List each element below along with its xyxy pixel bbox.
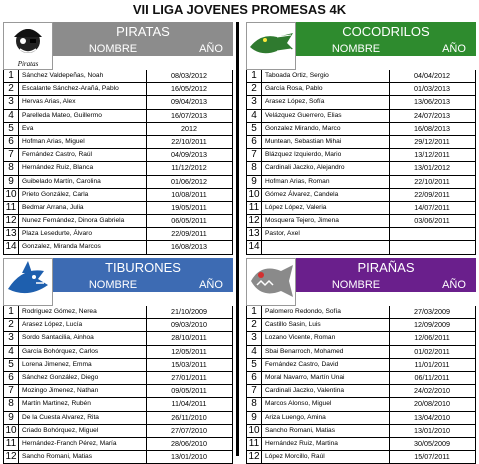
- player-name: Gonzalez, Miranda Marcos: [22, 243, 101, 251]
- player-name: Escalante Sánchez-Arañá, Pablo: [22, 85, 119, 93]
- row-number: 11: [247, 438, 262, 450]
- table-row: [247, 332, 475, 345]
- row-number: 12: [247, 215, 262, 227]
- table-row: [247, 425, 475, 438]
- table-row: [247, 451, 475, 464]
- row-number: 8: [247, 162, 262, 174]
- row-number: 5: [247, 359, 262, 371]
- table-row: [4, 438, 232, 451]
- table-row: [4, 385, 232, 398]
- row-number: 10: [247, 189, 262, 201]
- player-name: Gonzalez Mirando, Marco: [265, 124, 341, 132]
- table-row: [4, 96, 232, 109]
- col-name-header: NOMBRE: [331, 279, 381, 291]
- row-number: 9: [4, 176, 19, 188]
- team-name: TIBURONES: [105, 260, 181, 275]
- table-row: [4, 306, 232, 319]
- row-number: 8: [4, 162, 19, 174]
- row-number: 14: [4, 241, 19, 253]
- svg-text:Piratas: Piratas: [17, 60, 39, 68]
- table-row: [4, 189, 232, 202]
- player-name: Sordo Santacilia, Ainhoa: [22, 334, 94, 342]
- table-row: [247, 372, 475, 385]
- player-name: Sbai Benarroch, Mohamed: [265, 347, 344, 355]
- table-row: [247, 359, 475, 372]
- table-row: [4, 149, 232, 162]
- player-name: Velázquez Guerrero, Elias: [265, 111, 342, 119]
- row-number: 6: [247, 372, 262, 384]
- player-name: Hofman Arias, Miguel: [22, 137, 85, 145]
- table-row: [4, 176, 232, 189]
- table-row: [4, 228, 232, 241]
- row-number: 2: [247, 83, 262, 95]
- player-name: López López, Valeria: [265, 203, 327, 211]
- player-name: Gómez Álvarez, Candela: [265, 190, 339, 198]
- row-number: 11: [4, 202, 19, 214]
- birth-date: [389, 228, 474, 240]
- table-row: [247, 176, 475, 189]
- player-name: Arasez López, Lucía: [22, 321, 83, 329]
- birth-date: 16/08/2013: [146, 241, 231, 253]
- player-name: De la Cuesta Alvarez, Rita: [22, 413, 99, 421]
- birth-date: 12/09/2009: [389, 319, 474, 331]
- table-row: [247, 215, 475, 228]
- table-row: [4, 425, 232, 438]
- row-number: 10: [247, 425, 262, 437]
- player-name: Hernández-Franch Pérez, María: [22, 439, 117, 447]
- player-name: Eva: [22, 124, 34, 132]
- row-number: 3: [247, 332, 262, 344]
- row-number: 4: [247, 346, 262, 358]
- player-name: Arasez López, Sofía: [265, 98, 325, 106]
- player-name: Fernández Castro, David: [265, 360, 339, 368]
- team-header-band: [53, 22, 233, 56]
- roster-tiburones: [3, 306, 233, 464]
- row-number: 12: [4, 451, 19, 463]
- table-row: [247, 189, 475, 202]
- row-number: 1: [247, 70, 262, 82]
- team-header-band: [296, 258, 476, 292]
- player-name: Sancho Romani, Matias: [22, 453, 93, 461]
- roster-cocodrilos: [246, 70, 476, 255]
- team-header-band: [296, 22, 476, 56]
- row-number: 8: [4, 398, 19, 410]
- table-row: [247, 110, 475, 123]
- birth-date: 11/04/2011: [146, 398, 231, 410]
- birth-date: 2012: [146, 123, 231, 135]
- table-row: [4, 372, 232, 385]
- col-year-header: AÑO: [442, 279, 466, 291]
- birth-date: 24/07/2013: [389, 110, 474, 122]
- birth-date: 14/07/2011: [389, 202, 474, 214]
- table-row: [4, 451, 232, 464]
- player-name: Nunez Fernández, Dinora Gabriela: [22, 217, 125, 225]
- birth-date: 04/04/2012: [389, 70, 474, 82]
- col-name-header: NOMBRE: [88, 279, 138, 291]
- table-row: [4, 319, 232, 332]
- table-row: [4, 202, 232, 215]
- row-number: 1: [247, 306, 262, 318]
- table-row: [4, 110, 232, 123]
- roster-piratas: [3, 70, 233, 255]
- player-name: Moral Navarro, Martín Unai: [265, 373, 345, 381]
- player-name: Sancho Romani, Matias: [265, 426, 336, 434]
- birth-date: 28/06/2010: [146, 438, 231, 450]
- birth-date: 24/02/2010: [389, 385, 474, 397]
- table-row: [4, 215, 232, 228]
- player-name: Pastor, Axel: [265, 230, 300, 238]
- player-name: García Bohórquez, Carlos: [22, 347, 99, 355]
- player-name: López Morcillo, Raúl: [265, 453, 325, 461]
- player-name: Bedmar Arrana, Julia: [22, 203, 84, 211]
- table-row: [4, 359, 232, 372]
- row-number: 8: [247, 398, 262, 410]
- birth-date: 04/09/2013: [146, 149, 231, 161]
- player-name: Lozano Vicente, Roman: [265, 334, 336, 342]
- birth-date: 19/05/2011: [146, 202, 231, 214]
- table-row: [247, 136, 475, 149]
- row-number: 12: [247, 451, 262, 463]
- birth-date: 15/03/2011: [146, 359, 231, 371]
- table-row: [247, 306, 475, 319]
- row-number: 5: [4, 359, 19, 371]
- row-number: 6: [4, 136, 19, 148]
- birth-date: 26/11/2010: [146, 412, 231, 424]
- birth-date: 16/08/2013: [389, 123, 474, 135]
- table-row: [4, 83, 232, 96]
- row-number: 5: [4, 123, 19, 135]
- row-number: 11: [247, 202, 262, 214]
- birth-date: 09/05/2011: [146, 385, 231, 397]
- table-row: [247, 412, 475, 425]
- crocodile-logo-icon: [246, 22, 296, 70]
- row-number: 10: [4, 425, 19, 437]
- row-number: 13: [247, 228, 262, 240]
- table-row: [247, 149, 475, 162]
- table-row: [247, 162, 475, 175]
- row-number: 10: [4, 189, 19, 201]
- table-row: [247, 346, 475, 359]
- row-number: 11: [4, 438, 19, 450]
- table-row: [247, 319, 475, 332]
- row-number: 13: [4, 228, 19, 240]
- player-name: Mozingo Jimenez, Nathan: [22, 387, 99, 395]
- player-name: Fernández Castro, Raúl: [22, 151, 93, 159]
- row-number: 2: [247, 319, 262, 331]
- birth-date: 13/06/2013: [389, 96, 474, 108]
- player-name: Blázquez Izquierdo, Mario: [265, 151, 342, 159]
- table-row: [247, 398, 475, 411]
- row-number: 7: [247, 149, 262, 161]
- row-number: 7: [4, 385, 19, 397]
- birth-date: 01/02/2011: [389, 346, 474, 358]
- table-row: [4, 70, 232, 83]
- birth-date: 03/06/2011: [389, 215, 474, 227]
- birth-date: 06/05/2011: [146, 215, 231, 227]
- birth-date: 16/05/2012: [146, 83, 231, 95]
- team-block-tiburones: [3, 258, 233, 463]
- birth-date: 13/01/2012: [389, 162, 474, 174]
- birth-date: 27/03/2009: [389, 306, 474, 318]
- birth-date: 12/06/2011: [389, 332, 474, 344]
- table-row: [4, 332, 232, 345]
- player-name: Sánchez Valdepeñas, Noah: [22, 72, 104, 79]
- player-name: [265, 241, 387, 253]
- row-number: 6: [4, 372, 19, 384]
- table-row: [4, 412, 232, 425]
- player-name: Muntean, Sebastian Mihai: [265, 137, 342, 145]
- player-name: Hervas Arias, Alex: [22, 98, 76, 106]
- table-row: [4, 162, 232, 175]
- birth-date: 21/10/2009: [146, 306, 231, 318]
- table-row: [247, 202, 475, 215]
- birth-date: 13/01/2010: [146, 451, 231, 463]
- row-number: 4: [247, 110, 262, 122]
- col-name-header: NOMBRE: [88, 43, 138, 55]
- player-name: Hofman Arias, Roman: [265, 177, 330, 185]
- col-year-header: AÑO: [199, 279, 223, 291]
- table-row: [247, 438, 475, 451]
- birth-date: 15/07/2011: [389, 451, 474, 463]
- birth-date: 11/12/2012: [146, 162, 231, 174]
- birth-date: [389, 241, 474, 253]
- row-number: 9: [247, 176, 262, 188]
- player-name: Criado Bohórquez, Miguel: [22, 426, 99, 434]
- table-row: [4, 346, 232, 359]
- roster-piranas: [246, 306, 476, 464]
- birth-date: 13/12/2011: [389, 149, 474, 161]
- birth-date: 20/08/2010: [389, 398, 474, 410]
- birth-date: 22/10/2011: [389, 176, 474, 188]
- player-name: Martín Martinez, Rubén: [22, 400, 91, 408]
- table-row: [4, 241, 232, 254]
- birth-date: 10/08/2011: [146, 189, 231, 201]
- team-block-piratas: [3, 22, 233, 253]
- row-number: 5: [247, 123, 262, 135]
- player-name: Guibelado Martín, Carolina: [22, 177, 101, 185]
- row-number: 2: [4, 319, 19, 331]
- piranha-logo-icon: [246, 258, 296, 306]
- row-number: 3: [4, 96, 19, 108]
- pirate-logo-icon: [3, 22, 53, 70]
- row-number: 1: [4, 306, 19, 318]
- birth-date: 12/05/2011: [146, 346, 231, 358]
- table-row: [247, 96, 475, 109]
- row-number: 9: [247, 412, 262, 424]
- birth-date: 27/07/2010: [146, 425, 231, 437]
- player-name: Taboada Ortiz, Sergio: [265, 72, 329, 79]
- player-name: Cardinali Jaczko, Alejandro: [265, 164, 345, 172]
- player-name: Marcos Alonso, Miguel: [265, 400, 332, 408]
- birth-date: 27/01/2011: [146, 372, 231, 384]
- birth-date: 22/09/2011: [389, 189, 474, 201]
- player-name: Rodriguez Gómez, Nerea: [22, 308, 97, 315]
- table-row: [247, 241, 475, 254]
- player-name: Cardinali Jaczko, Valentina: [265, 387, 345, 395]
- row-number: 2: [4, 83, 19, 95]
- birth-date: 01/03/2013: [389, 83, 474, 95]
- player-name: Hernández Ruiz, Blanca: [22, 164, 94, 172]
- player-name: Plaza Lesedurte, Álvaro: [22, 230, 93, 238]
- table-row: [4, 136, 232, 149]
- birth-date: 22/10/2011: [146, 136, 231, 148]
- birth-date: 09/04/2013: [146, 96, 231, 108]
- team-name: PIRATAS: [116, 24, 170, 39]
- row-number: 9: [4, 412, 19, 424]
- birth-date: 09/03/2010: [146, 319, 231, 331]
- row-number: 3: [4, 332, 19, 344]
- table-row: [247, 228, 475, 241]
- birth-date: 06/11/2011: [389, 372, 474, 384]
- table-row: [247, 70, 475, 83]
- table-row: [247, 385, 475, 398]
- shark-logo-icon: [3, 258, 53, 306]
- birth-date: 01/06/2012: [146, 176, 231, 188]
- birth-date: 22/09/2011: [146, 228, 231, 240]
- team-block-cocodrilos: [246, 22, 476, 253]
- team-block-piranas: [246, 258, 476, 463]
- player-name: Prieto González, Carla: [22, 190, 89, 198]
- row-number: 6: [247, 136, 262, 148]
- team-header-band: [53, 258, 233, 292]
- row-number: 7: [4, 149, 19, 161]
- player-name: Hernández Ruiz, Martina: [265, 439, 338, 447]
- player-name: Parelleda Mateo, Guillermo: [22, 111, 102, 119]
- birth-date: 29/12/2011: [389, 136, 474, 148]
- player-name: Castillo Sasin, Luis: [265, 321, 321, 329]
- table-row: [247, 83, 475, 96]
- row-number: 14: [247, 241, 262, 253]
- player-name: Mosquera Tejero, Jimena: [265, 217, 339, 225]
- page-title: VII LIGA JOVENES PROMESAS 4K: [132, 2, 347, 17]
- player-name: Sánchez González, Diego: [22, 373, 99, 381]
- birth-date: 13/04/2010: [389, 412, 474, 424]
- birth-date: 13/01/2010: [389, 425, 474, 437]
- col-year-header: AÑO: [199, 43, 223, 55]
- player-name: García Rosa, Pablo: [265, 85, 323, 93]
- center-divider: [236, 22, 239, 456]
- row-number: 3: [247, 96, 262, 108]
- birth-date: 30/05/2009: [389, 438, 474, 450]
- table-row: [4, 398, 232, 411]
- row-number: 4: [4, 110, 19, 122]
- row-number: 12: [4, 215, 19, 227]
- row-number: 7: [247, 385, 262, 397]
- table-row: [247, 123, 475, 136]
- birth-date: 28/10/2011: [146, 332, 231, 344]
- team-name: COCODRILOS: [342, 24, 430, 39]
- col-year-header: AÑO: [442, 43, 466, 55]
- row-number: 4: [4, 346, 19, 358]
- player-name: Ariza Luengo, Amina: [265, 413, 326, 421]
- birth-date: 16/07/2013: [146, 110, 231, 122]
- birth-date: 08/03/2012: [146, 70, 231, 82]
- row-number: 1: [4, 70, 19, 82]
- team-name: PIRAÑAS: [357, 260, 415, 275]
- player-name: Palomero Redondo, Sofía: [265, 308, 341, 315]
- col-name-header: NOMBRE: [331, 43, 381, 55]
- table-row: [4, 123, 232, 136]
- birth-date: 11/01/2011: [389, 359, 474, 371]
- player-name: Lorena Jimenez, Emma: [22, 360, 92, 368]
